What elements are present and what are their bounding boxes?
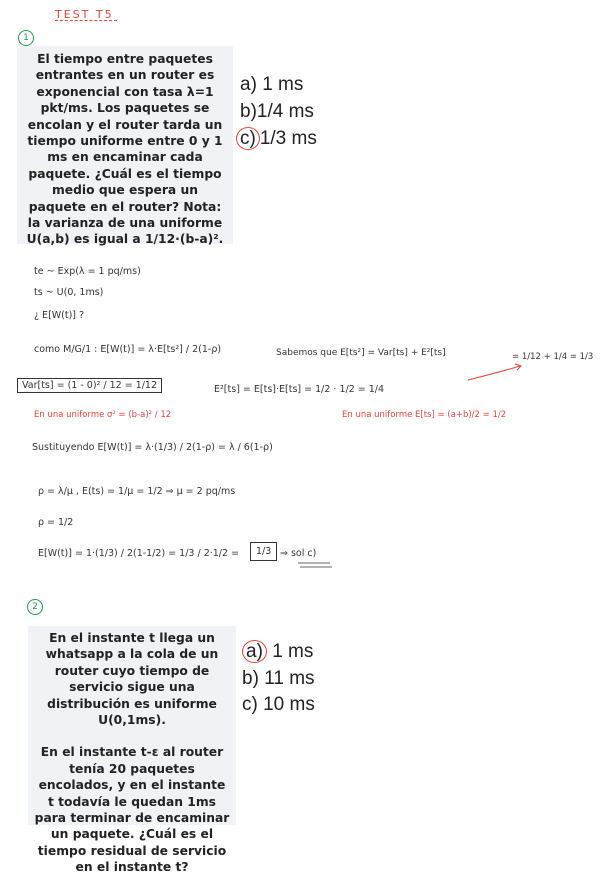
work-line-4b: Sabemos que E[ts²] = Var[ts] + E²[ts] [276,348,446,358]
note-variance: En una uniforme σ² = (b-a)² / 12 [34,410,172,420]
question-2-text-b: En el instante t-ε al router tenía 20 paquetes encolados, y en el instante t todavía le quedan 1ms para terminar de encaminar un paquete. ¿Cuál es el tiempo residual de servicio en el instante t? [34,745,230,875]
work-line-1: te ~ Exp(λ = 1 pq/ms) [34,266,141,277]
q2-option-c[interactable]: c) 10 ms [242,694,315,715]
q1-option-a[interactable]: a) 1 ms [240,74,304,95]
q1-option-c[interactable]: c) 1/3 ms [240,128,317,150]
note-mean: En una uniforme E[ts] = (a+b)/2 = 1/2 [342,410,507,420]
work-line-4a: como M/G/1 : E[W(t)] = λ·E[ts²] / 2(1-ρ) [34,344,222,355]
question-2-box [28,626,236,875]
work-line-3: ¿ E[W(t)] ? [34,310,85,321]
work-line-2: ts ~ U(0, 1ms) [34,287,104,298]
work-solution: ⇒ sol c) [280,548,317,559]
question-1-text: El tiempo entre paquetes entrantes en un router es exponencial con tasa λ=1 pkt/ms. Los paquetes se encolan y el router tarda un tiempo uniforme entre 0 y 1 ms en encaminar cada paquete. ¿Cuál es el tiempo medio que espera un paquete en el router? Nota: la varianza de una uniforme U(a,b) es igual a 1/12·(b-a)². [26,52,224,247]
question-1-number: 1 [18,30,34,46]
q2-option-a[interactable]: a) 1 ms [246,641,313,663]
work-line-5b: E²[ts] = E[ts]·E[ts] = 1/2 · 1/2 = 1/4 [214,384,385,395]
page-title: TEST T5 [55,8,114,21]
work-line-9: E[W(t)] = 1·(1/3) / 2(1-1/2) = 1/3 / 2·1/2 = [38,548,240,559]
work-line-5a: Var[ts] = (1 - 0)² / 12 = 1/12 [17,378,162,393]
work-line-4c: = 1/12 + 1/4 = 1/3 [512,352,594,362]
question-2-number: 2 [27,599,43,615]
work-line-6: Sustituyendo E[W(t)] = λ·(1/3) / 2(1-ρ) = λ / 6(1-ρ) [32,442,273,453]
q1-option-b[interactable]: b)1/4 ms [240,101,314,122]
boxed-answer: 1/3 [250,542,277,561]
q2-selected-marker: a) [242,640,267,663]
q1-selected-marker: c) [236,127,260,150]
work-line-8: ρ = 1/2 [38,517,74,528]
work-line-7: ρ = λ/μ , E(ts) = 1/μ = 1/2 ⇒ μ = 2 pq/ms [38,486,236,497]
q2-option-b[interactable]: b) 11 ms [242,668,315,689]
question-2-text-a: En el instante t llega un whatsapp a la cola de un router cuyo tiempo de servicio sigue una distribución es uniforme U(0,1ms). [45,631,219,728]
